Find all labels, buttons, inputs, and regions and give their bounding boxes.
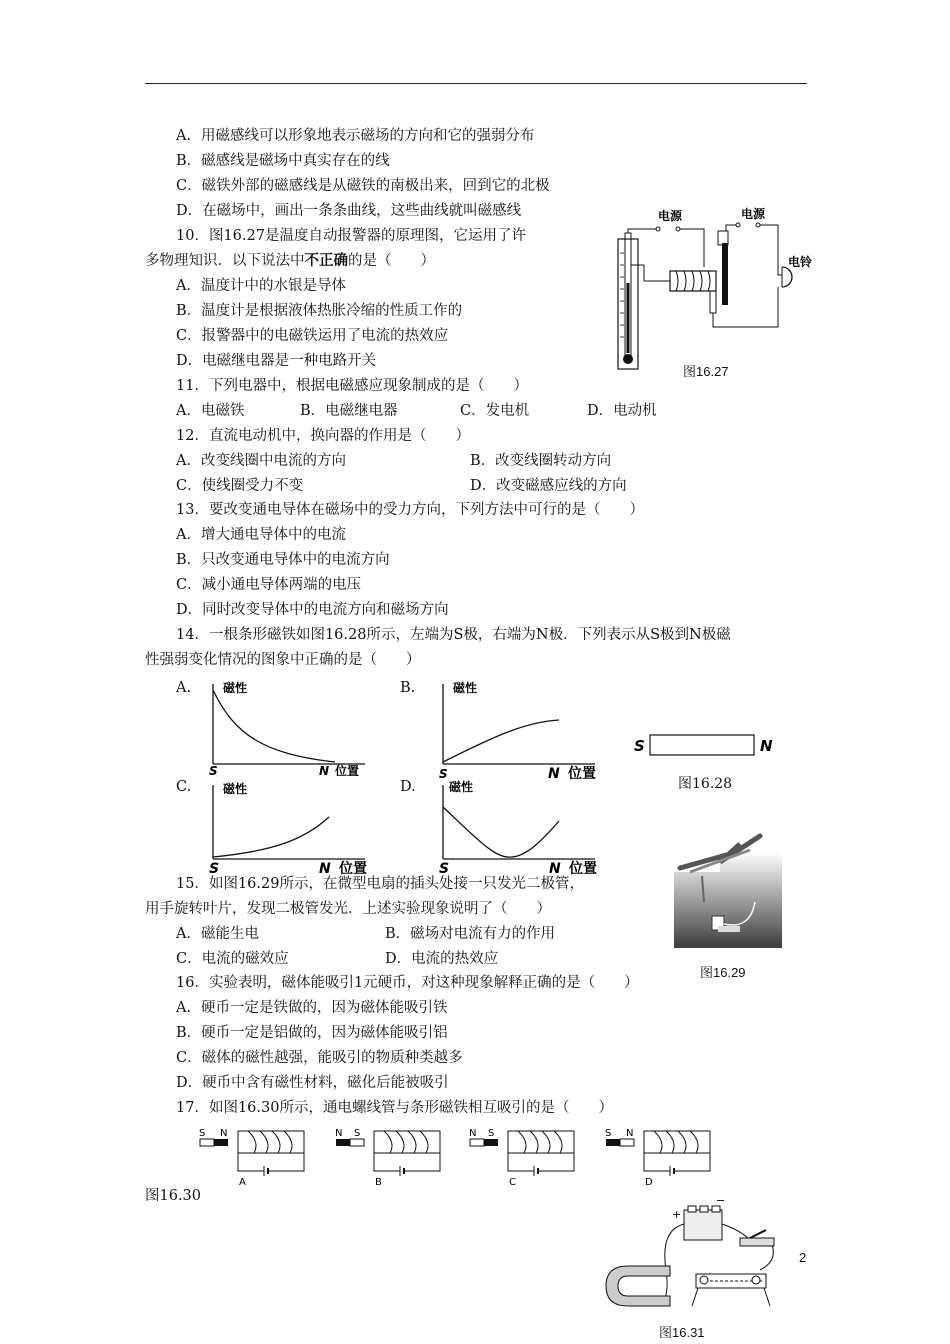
q12-option-c: C．使线圈受力不变 (176, 478, 304, 494)
q10-option-b: B．温度计是根据液体热胀冷缩的性质工作的 (176, 303, 463, 319)
q12-option-d: D．改变磁感应线的方向 (470, 478, 627, 494)
q9-option-a: A．用磁感线可以形象地表示磁场的方向和它的强弱分布 (176, 128, 535, 144)
magnet-s-label: S (634, 737, 645, 755)
graph-a-n: N (319, 764, 330, 776)
fig-16-27-diagram (606, 203, 816, 375)
option-b-letter: B (375, 1177, 382, 1187)
emphasis-text: 不正确 (304, 253, 348, 269)
fig-16-30-option-c (468, 1125, 583, 1187)
graph-a-xlabel: 位置 (335, 764, 360, 776)
q11-option-b: B．电磁继电器 (300, 403, 398, 419)
q13-option-a: A．增大通电导体中的电流 (176, 527, 346, 543)
option-c-letter: C (509, 1177, 516, 1187)
q15-option-a: A．磁能生电 (176, 926, 259, 942)
graph-b-xlabel: 位置 (568, 766, 596, 782)
magnet-c-left: N (469, 1128, 477, 1139)
q11-option-a: A．电磁铁 (176, 403, 245, 419)
q12-option-a: A．改变线圈中电流的方向 (176, 453, 346, 469)
magnet-c-right: S (488, 1128, 495, 1139)
q15-option-c: C．电流的磁效应 (176, 951, 289, 967)
q15-option-d: D．电流的热效应 (385, 951, 499, 967)
q12-stem: 12．直流电动机中，换向器的作用是（ ） (176, 428, 470, 444)
magnet-b-left: N (335, 1128, 343, 1139)
q16-option-a: A．硬币一定是铁做的，因为磁体能吸引铁 (176, 1000, 448, 1016)
fig-16-28-caption: 图16.28 (678, 776, 733, 792)
fig-16-30-option-a (198, 1125, 313, 1187)
fig-16-30-option-b (334, 1125, 449, 1187)
graph-b-label: B. (400, 680, 416, 696)
q15-stem-2: 用手旋转叶片，发现二极管发光．上述实验现象说明了（ ） (145, 901, 551, 917)
option-d-letter: D (645, 1177, 653, 1187)
graph-a-s: S (209, 764, 218, 776)
graph-d-ylabel: 磁性 (449, 780, 474, 794)
q13-option-c: C．减小通电导体两端的电压 (176, 577, 362, 593)
graph-b-ylabel: 磁性 (453, 681, 478, 695)
q13-option-b: B．只改变通电导体中的电流方向 (176, 552, 390, 568)
q15-stem-1: 15．如图16.29所示，在微型电扇的插头处接一只发光二极管， (176, 876, 584, 892)
q16-option-d: D．硬币中含有磁性材料，磁化后能被吸引 (176, 1075, 449, 1091)
graph-d-s: S (439, 861, 450, 877)
q9-option-c: C．磁铁外部的磁感线是从磁铁的南极出来，回到它的北极 (176, 178, 550, 194)
fig-16-30-caption: 图16.30 (145, 1188, 202, 1204)
magnet-d-left: S (605, 1128, 612, 1139)
q11-stem: 11．下列电器中，根据电磁感应现象制成的是（ ） (176, 378, 528, 394)
bell-label: 电铃 (788, 255, 813, 269)
graph-d (435, 777, 610, 877)
q9-option-d: D．在磁场中，画出一条条曲线，这些曲线就叫磁感线 (176, 203, 522, 219)
source2-label: 电源 (741, 207, 766, 221)
fig-16-30-option-d (604, 1125, 719, 1187)
graph-c-label: C. (176, 779, 192, 795)
q13-stem: 13．要改变通电导体在磁场中的受力方向，下列方法中可行的是（ ） (176, 502, 644, 518)
q11-option-d: D．电动机 (587, 403, 657, 419)
q13-option-d: D．同时改变导体中的电流方向和磁场方向 (176, 602, 449, 618)
option-a-letter: A (239, 1177, 246, 1187)
svg-text:−: − (716, 1200, 726, 1207)
q10-option-d: D．电磁继电器是一种电路开关 (176, 353, 377, 369)
q16-stem: 16．实验表明，磁体能吸引1元硬币，对这种现象解释正确的是（ ） (176, 975, 639, 991)
graph-c (205, 777, 380, 877)
header-rule (145, 83, 807, 84)
q12-option-b: B．改变线圈转动方向 (470, 453, 612, 469)
magnet-a-right: N (220, 1128, 228, 1139)
magnet-d-right: N (626, 1128, 634, 1139)
graph-b (435, 676, 610, 786)
q10-option-c: C．报警器中的电磁铁运用了电流的热效应 (176, 328, 449, 344)
q14-stem-1: 14．一根条形磁铁如图16.28所示，左端为S极，右端为N极．下列表示从S极到N极磁 (176, 627, 731, 643)
source1-label: 电源 (658, 209, 683, 223)
graph-c-ylabel: 磁性 (223, 782, 248, 796)
magnet-b-right: S (354, 1128, 361, 1139)
q14-stem-2: 性强弱变化情况的图象中正确的是（ ） (145, 652, 421, 668)
magnet-a-left: S (199, 1128, 206, 1139)
fig-16-29-caption: 图16.29 (700, 965, 746, 980)
q15-option-b: B．磁场对电流有力的作用 (385, 926, 556, 942)
fig-16-29-photo (660, 832, 785, 950)
fig-16-28-bar-magnet (630, 730, 780, 760)
graph-a-label: A. (176, 680, 192, 696)
q16-option-b: B．硬币一定是铝做的，因为磁体能吸引铝 (176, 1025, 448, 1041)
graph-d-xlabel: 位置 (569, 861, 597, 877)
q17-stem: 17．如图16.30所示，通电螺线管与条形磁铁相互吸引的是（ ） (176, 1100, 613, 1116)
graph-a (205, 676, 375, 776)
graph-b-s: S (439, 767, 448, 781)
graph-c-n: N (319, 861, 331, 877)
page-number: 2 (799, 1250, 807, 1265)
q9-option-b: B．磁感线是磁场中真实存在的线 (176, 153, 390, 169)
q10-stem-2: 多物理知识．以下说法中不正确的是（ ） (145, 253, 435, 269)
graph-b-n: N (548, 766, 560, 782)
fig-16-31-caption: 图16.31 (659, 1325, 705, 1340)
q10-stem-1: 10．图16.27是温度自动报警器的原理图，它运用了许 (176, 228, 526, 244)
graph-d-label: D. (400, 779, 416, 795)
graph-c-s: S (209, 861, 220, 877)
graph-c-xlabel: 位置 (339, 861, 367, 877)
q11-option-c: C．发电机 (460, 403, 530, 419)
graph-d-n: N (549, 861, 561, 877)
graph-a-ylabel: 磁性 (223, 681, 248, 695)
fig-16-27-caption: 图16.27 (683, 364, 729, 379)
q10-option-a: A．温度计中的水银是导体 (176, 278, 346, 294)
svg-text:+: + (672, 1208, 682, 1221)
q16-option-c: C．磁体的磁性越强，能吸引的物质种类越多 (176, 1050, 463, 1066)
fig-16-31-apparatus (600, 1200, 800, 1325)
magnet-n-label: N (760, 737, 773, 755)
